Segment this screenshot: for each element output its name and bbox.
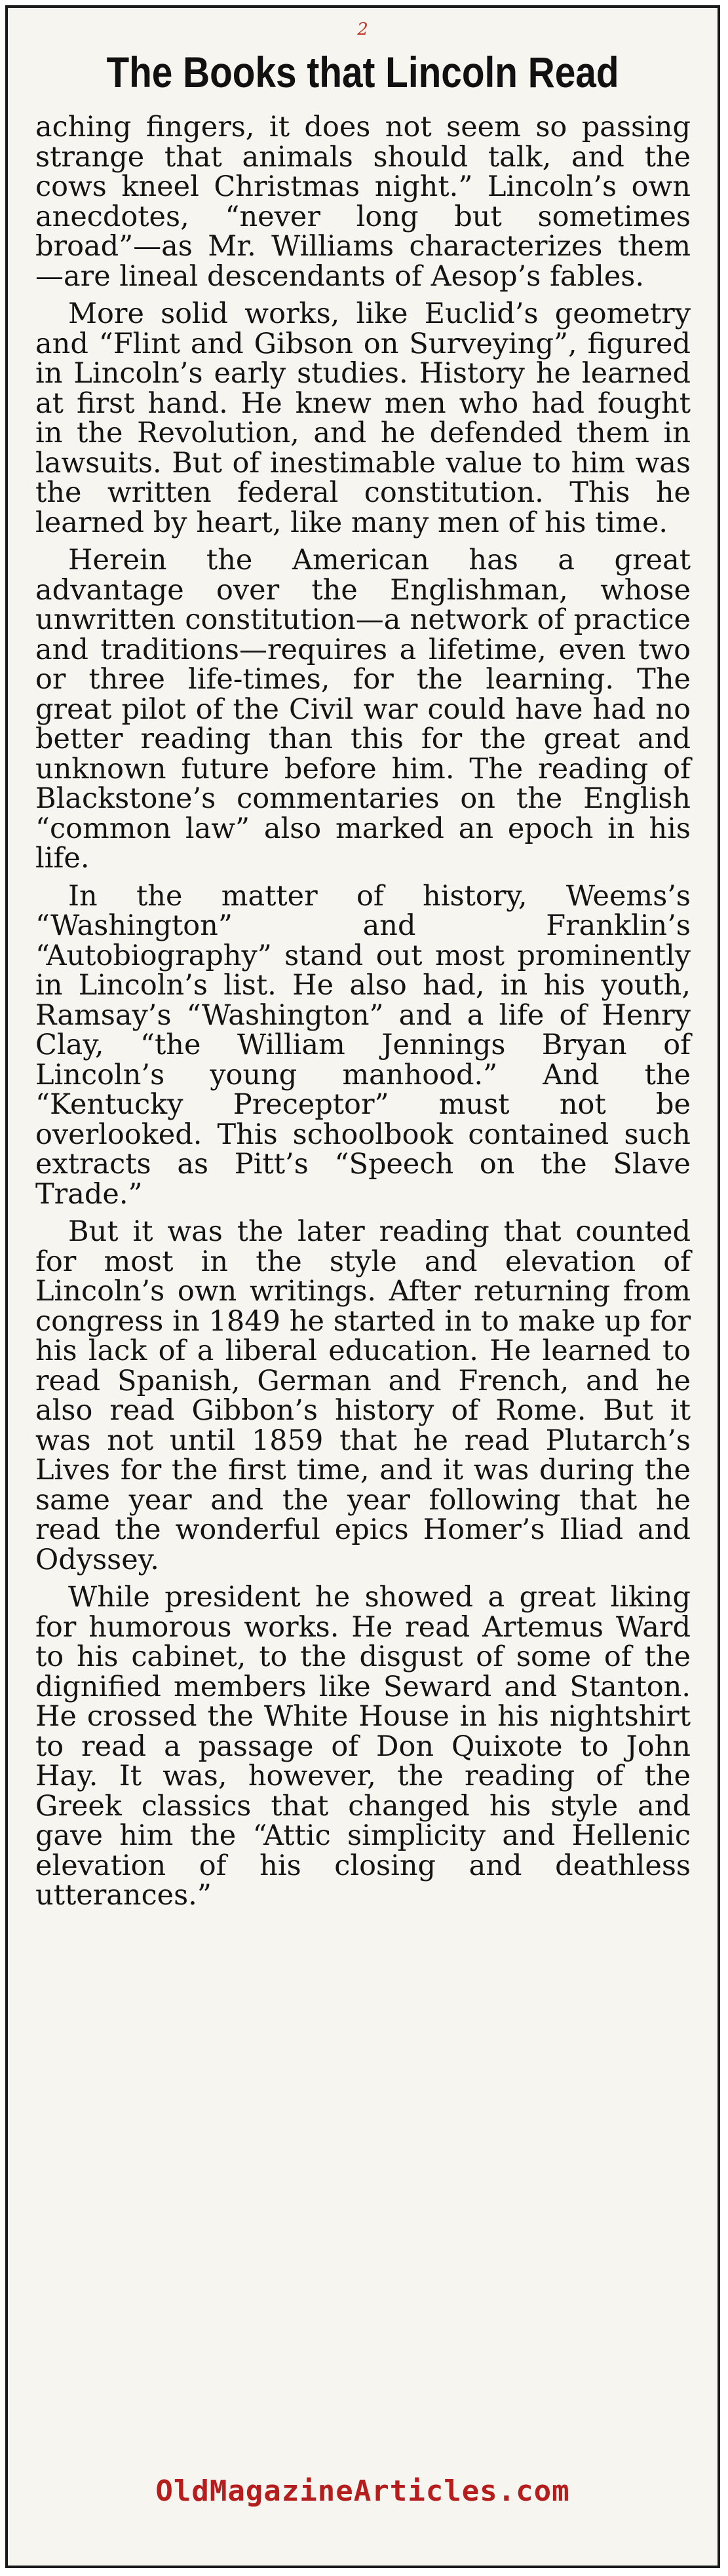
article-title: The Books that Lincoln Read <box>106 48 619 96</box>
paragraph-2: More solid works, like Euclid’s geometry and “Flint and Gibson on Surveying”, figured in Lincoln’s early studies. History he learned at first hand. He knew men who had fought in the Revolution, and he defended them in lawsuits. But of inestimable value to him was the written federal constitution. This he learned by heart, like many men of his time. <box>35 297 691 539</box>
paragraph-4: In the matter of history, Weems’s “Washington” and Franklin’s “Autobiography” stand out most prominently in Lincoln’s list. He also had, in his youth, Ramsay’s “Washington” and a life of Henry Clay, “the William Jennings Bryan of Lincoln’s young manhood.” And the “Kentucky Preceptor” must not be overlooked. This schoolbook contained such extracts as Pitt’s “Speech on the Slave Trade.” <box>35 879 691 1211</box>
site-logo: OldMagazineArticles.com <box>155 2474 570 2508</box>
paragraph-6: While president he showed a great liking for humorous works. He read Artemus Ward to his cabinet, to the disgust of some of the dignified members like Seward and Stanton. He crossed the White House in his nightshirt to read a passage of Don Quixote to John Hay. It was, however, the reading of the Greek classics that changed his style and gave him the “Attic simplicity and Hellenic elevation of his closing and deathless utterances.” <box>35 1581 691 1912</box>
page-frame <box>5 5 720 2568</box>
paragraph-1: aching fingers, it does not seem so passing strange that animals should talk, and the cows kneel Christmas night.” Lincoln’s own anecdotes, “never long but sometimes broad”—as Mr. Williams characterizes them—are lineal descendants of Aesop’s fables. <box>35 111 691 293</box>
page-number: 2 <box>357 20 368 39</box>
article-body <box>35 113 691 1919</box>
paragraph-3: Herein the American has a great advantage over the Englishman, whose unwritten constitution—a network of practice and traditions—requires a lifetime, even two or three life-times, for the learning. The great pilot of the Civil war could have had no better reading than this for the great and unknown future before him. The reading of Blackstone’s commentaries on the English “common law” also marked an epoch in his life. <box>35 544 691 875</box>
paragraph-5: But it was the later reading that counted for most in the style and elevation of Lincoln’s own writings. After returning from congress in 1849 he started in to make up for his lack of a liberal education. He learned to read Spanish, German and French, and he also read Gibbon’s history of Rome. But it was not until 1859 that he read Plutarch’s Lives for the first time, and it was during the same year and the year following that he read the wonderful epics Homer’s Iliad and Odyssey. <box>35 1215 691 1576</box>
